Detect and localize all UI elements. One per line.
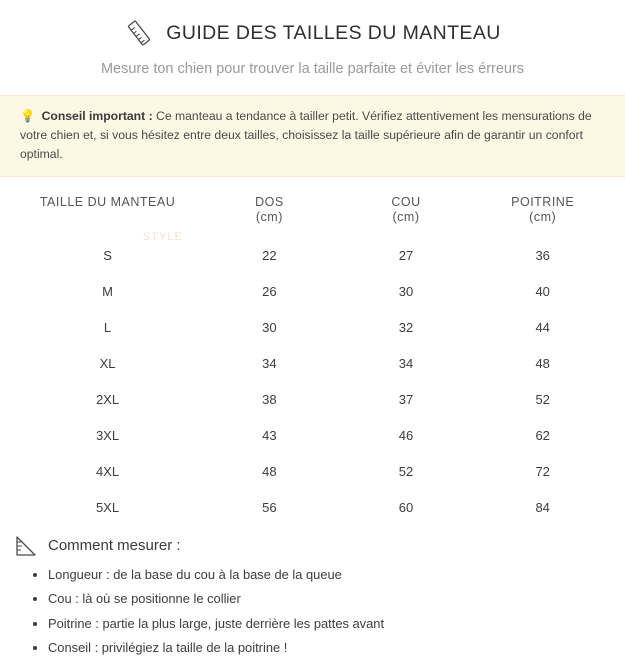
how-to-measure-list <box>14 567 611 656</box>
important-notice <box>0 95 625 177</box>
cell-size: M <box>102 284 113 300</box>
cell-dos: 22 <box>262 248 277 264</box>
size-table-container <box>0 194 625 526</box>
cell-cou: 46 <box>398 428 414 444</box>
table-row <box>14 418 611 454</box>
how-to-measure-title: Comment mesurer : <box>48 537 181 555</box>
column-header-dos-unit: (cm) <box>255 209 283 224</box>
table-row <box>14 274 611 310</box>
cell-cou: 34 <box>398 356 414 372</box>
table-row <box>14 454 611 490</box>
column-header-poitrine <box>474 194 611 238</box>
cell-size: S <box>103 248 112 264</box>
table-row <box>14 310 611 346</box>
cell-poitrine: 48 <box>535 356 550 372</box>
cell-poitrine: 36 <box>535 248 550 264</box>
page-title: GUIDE DES TAILLES DU MANTEAU <box>166 21 501 44</box>
cell-dos: 34 <box>262 356 277 372</box>
cell-dos: 43 <box>262 428 277 444</box>
column-header-dos-label: DOS <box>255 194 284 209</box>
page-subtitle: Mesure ton chien pour trouver la taille parfaite et éviter les érreurs <box>100 61 525 77</box>
list-item: • Cou : là où se positionne le collier <box>48 591 611 606</box>
cell-poitrine: 72 <box>535 464 550 480</box>
column-header-poitrine-unit: (cm) <box>529 209 557 224</box>
page-header <box>0 0 625 77</box>
cell-dos: 26 <box>262 284 277 300</box>
cell-cou: 32 <box>398 320 414 336</box>
cell-poitrine: 62 <box>535 428 550 444</box>
column-header-size: TAILLE DU MANTEAU <box>39 194 176 209</box>
ruler-icon <box>124 18 154 48</box>
list-item: • Poitrine : partie la plus large, juste derrière les pattes avant <box>48 616 611 631</box>
cell-cou: 37 <box>398 392 414 408</box>
column-header-cou-unit: (cm) <box>392 209 420 224</box>
cell-cou: 27 <box>398 248 414 264</box>
cell-poitrine: 52 <box>535 392 550 408</box>
cell-size: 2XL <box>95 392 120 408</box>
cell-cou: 52 <box>398 464 414 480</box>
ruler-triangle-icon <box>14 534 38 558</box>
table-row <box>14 490 611 526</box>
cell-dos: 56 <box>262 500 277 516</box>
cell-size: L <box>103 320 112 336</box>
table-row <box>14 346 611 382</box>
notice-label: Conseil important : <box>41 109 153 123</box>
notice-text: Ce manteau a tendance à tailler petit. Vérifiez attentivement les mensurations de votre chien et, si vous hésitez entre deux tailles, choisissez la taille supérieure afin de garantir un confort optimal. <box>20 109 592 161</box>
cell-cou: 30 <box>398 284 414 300</box>
list-item: • Conseil : privilégiez la taille de la poitrine ! <box>48 640 611 655</box>
cell-size: 3XL <box>95 428 120 444</box>
column-header-cou-label: COU <box>391 194 421 209</box>
table-watermark: STYLE <box>143 231 183 243</box>
table-header-row <box>14 194 611 238</box>
cell-poitrine: 84 <box>535 500 550 516</box>
cell-poitrine: 44 <box>535 320 550 336</box>
lightbulb-icon: 💡 <box>20 109 36 123</box>
how-to-measure-section <box>0 534 625 656</box>
how-to-measure-header <box>14 534 611 558</box>
column-header-cou <box>338 194 475 238</box>
table-head <box>14 194 611 238</box>
cell-poitrine: 40 <box>535 284 550 300</box>
cell-size: XL <box>99 356 116 372</box>
list-item: • Longueur : de la base du cou à la base de la queue <box>48 567 611 582</box>
cell-dos: 38 <box>262 392 277 408</box>
cell-dos: 30 <box>262 320 277 336</box>
cell-size: 5XL <box>95 500 120 516</box>
title-row <box>0 18 625 48</box>
column-header-poitrine-label: POITRINE <box>511 194 575 209</box>
table-row <box>14 382 611 418</box>
column-header-dos <box>201 194 338 238</box>
cell-size: 4XL <box>95 464 120 480</box>
table-body <box>14 238 611 526</box>
table-row <box>14 238 611 274</box>
cell-cou: 60 <box>398 500 414 516</box>
cell-dos: 48 <box>262 464 277 480</box>
size-table <box>14 194 611 526</box>
